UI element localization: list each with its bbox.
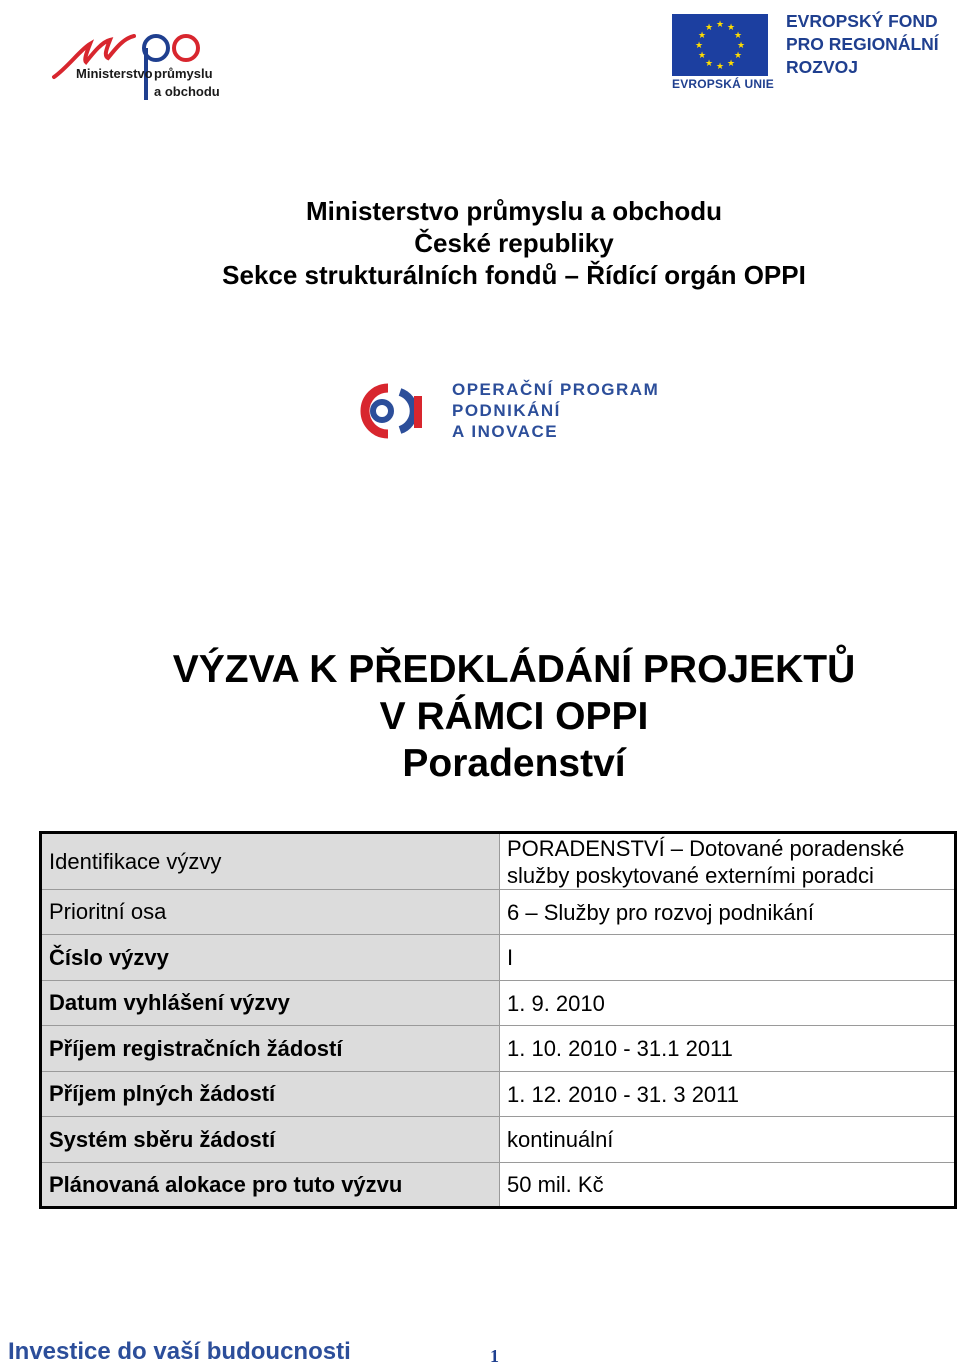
title-line3: Poradenství [402, 742, 626, 785]
oppi-line3: A INOVACE [452, 422, 559, 441]
row-value-full-application-period: 1. 12. 2010 - 31. 3 2011 [500, 1072, 956, 1117]
row-label-priority-axis: Prioritní osa [41, 890, 500, 935]
title-line2: V RÁMCI OPPI [379, 695, 649, 738]
row-value-allocation: 50 mil. Kč [500, 1163, 956, 1208]
mpo-line2: průmyslu [154, 66, 213, 81]
row-label-identification: Identifikace výzvy [41, 833, 500, 890]
erdf-text [786, 10, 956, 79]
erdf-line3: ROZVOJ [786, 57, 858, 77]
row-label-allocation: Plánovaná alokace pro tuto výzvu [41, 1163, 500, 1208]
ministry-line1: Ministerstvo průmyslu a obchodu [305, 196, 723, 226]
table-row [41, 1072, 956, 1117]
ministry-heading [0, 195, 960, 291]
page-number: 1 [490, 1346, 499, 1366]
oppi-line2: PODNIKÁNÍ [452, 401, 561, 420]
eu-flag [672, 14, 768, 76]
svg-text:★: ★ [694, 41, 704, 51]
row-value-identification: PORADENSTVÍ – Dotované poradenské služby poskytované externími poradci [500, 833, 956, 890]
oppi-text [452, 379, 659, 442]
svg-text:★: ★ [715, 20, 725, 30]
svg-text:★: ★ [697, 31, 707, 41]
mpo-line1: Ministerstvo [76, 66, 153, 81]
eu-caption: EVROPSKÁ UNIE [672, 77, 774, 91]
title-line1: VÝZVA K PŘEDKLÁDÁNÍ PROJEKTŮ [172, 648, 856, 691]
eu-stars-icon [672, 14, 768, 76]
erdf-line2: PRO REGIONÁLNÍ [786, 34, 939, 54]
svg-text:★: ★ [715, 62, 725, 72]
footer-slogan: Investice do vaší budoucnosti [8, 1338, 351, 1365]
table-row [41, 935, 956, 981]
svg-text:★: ★ [704, 23, 714, 33]
row-label-call-number: Číslo výzvy [41, 935, 500, 981]
table-row [41, 981, 956, 1026]
mpo-logo [50, 32, 225, 104]
table-row [41, 833, 956, 890]
row-value-collection-system: kontinuální [500, 1117, 956, 1163]
row-value-announcement-date: 1. 9. 2010 [500, 981, 956, 1026]
row-value-call-number: I [500, 935, 956, 981]
ministry-line3: Sekce strukturálních fondů – Řídící orgán OPPI [222, 260, 806, 290]
table-row [41, 890, 956, 935]
mpo-line3: a obchodu [154, 84, 220, 99]
table-row [41, 1026, 956, 1072]
svg-text:★: ★ [697, 51, 707, 61]
table-row [41, 1163, 956, 1208]
row-label-full-application-period: Příjem plných žádostí [41, 1072, 500, 1117]
row-value-registration-period: 1. 10. 2010 - 31.1 2011 [500, 1026, 956, 1072]
row-label-announcement-date: Datum vyhlášení výzvy [41, 981, 500, 1026]
row-value-priority-axis: 6 – Služby pro rozvoj podnikání [500, 890, 956, 935]
main-title [0, 646, 960, 787]
ministry-line2: České republiky [414, 228, 614, 258]
oppi-mark-icon [360, 376, 450, 446]
svg-text:★: ★ [733, 31, 743, 41]
call-info-table [39, 831, 957, 1209]
row-label-collection-system: Systém sběru žádostí [41, 1117, 500, 1163]
svg-text:★: ★ [704, 59, 714, 69]
row-label-registration-period: Příjem registračních žádostí [41, 1026, 500, 1072]
svg-text:★: ★ [726, 23, 736, 33]
svg-text:★: ★ [736, 41, 746, 51]
svg-text:★: ★ [733, 51, 743, 61]
erdf-line1: EVROPSKÝ FOND [786, 11, 938, 31]
svg-text:★: ★ [726, 59, 736, 69]
table-row [41, 1117, 956, 1163]
oppi-line1: OPERAČNÍ PROGRAM [452, 380, 660, 399]
